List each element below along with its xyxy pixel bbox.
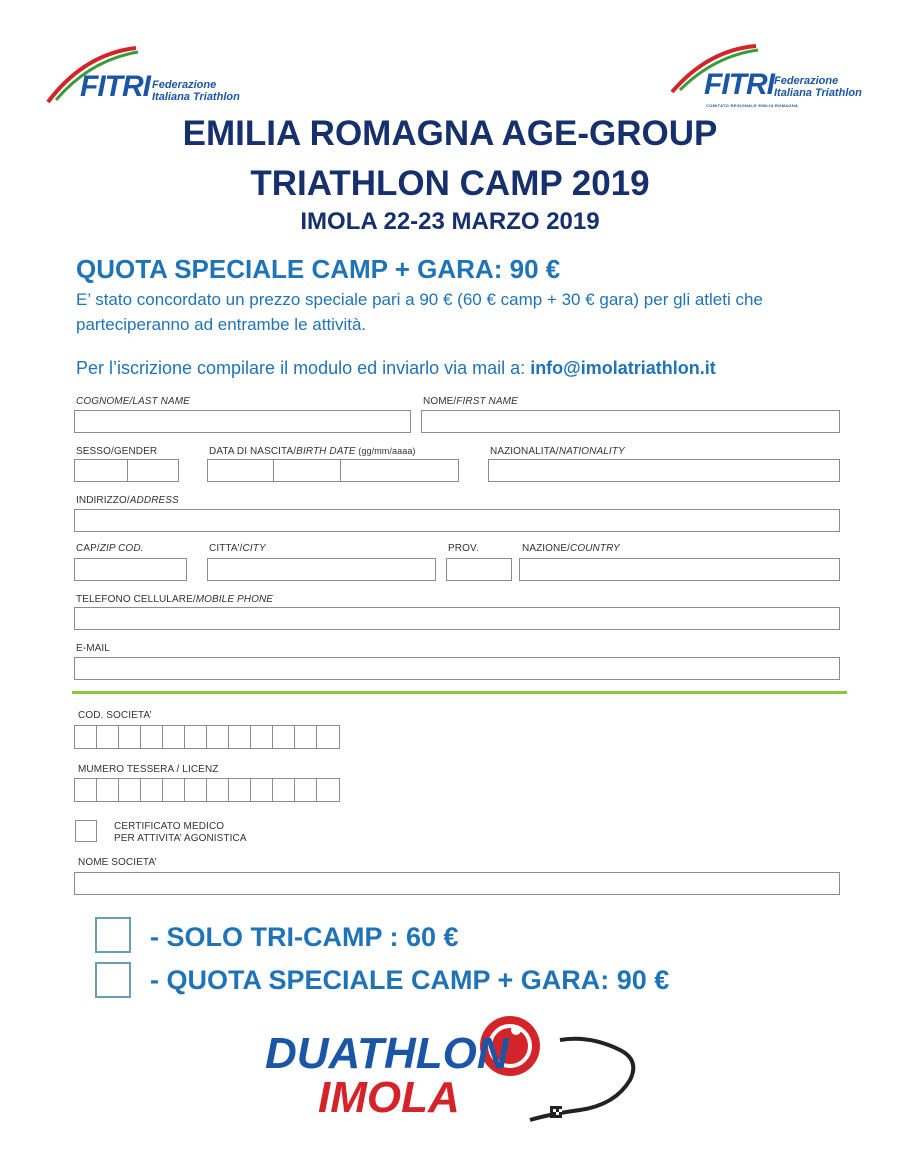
- subtitle: IMOLA 22-23 MARZO 2019: [300, 208, 600, 235]
- fitri-line1: Federazione: [152, 79, 217, 91]
- nazionalita-field[interactable]: [488, 459, 840, 482]
- indirizzo-label: INDIRIZZO/ADDRESS: [76, 495, 179, 506]
- prov-label: PROV.: [448, 543, 479, 554]
- title-line1: EMILIA ROMAGNA AGE-GROUP: [182, 114, 718, 153]
- duathlon-imola-logo-graphic: [260, 1010, 650, 1135]
- cognome-label: COGNOME/LAST NAME: [76, 396, 190, 407]
- instructions-text: Per l’iscrizione compilare il modulo ed inviarlo via mail a:: [76, 358, 531, 378]
- nazione-label: NAZIONE/COUNTRY: [522, 543, 620, 554]
- certificato-line2: PER ATTIVITA’ AGONISTICA: [114, 833, 247, 844]
- imola-word: IMOLA: [318, 1073, 460, 1122]
- sesso-f-field[interactable]: [127, 459, 179, 482]
- data-nascita-label: DATA DI NASCITA/BIRTH DATE (gg/mm/aaaa): [209, 446, 416, 457]
- nazionalita-label: NAZIONALITA/NATIONALITY: [490, 446, 625, 457]
- email-label: E-MAIL: [76, 643, 110, 654]
- title-line2: TRIATHLON CAMP 2019: [250, 164, 650, 203]
- fitri-line2: Italiana Triathlon: [152, 91, 240, 103]
- fitri-logo-right: [668, 40, 868, 110]
- fitri-brand: FITRI: [704, 68, 774, 101]
- fitri-line2: Italiana Triathlon: [774, 87, 862, 99]
- track-outline-icon: [530, 1039, 633, 1120]
- section-divider: [72, 691, 847, 694]
- duathlon-imola-logo: [260, 1010, 650, 1135]
- nome-label: NOME/FIRST NAME: [423, 396, 518, 407]
- fitri-line1: Federazione: [774, 75, 839, 87]
- tessera-label: MUMERO TESSERA / LICENZ: [78, 764, 219, 775]
- duathlon-word: DUATHLON: [265, 1029, 509, 1078]
- contact-email[interactable]: info@imolatriathlon.it: [530, 358, 716, 378]
- nome-societa-field[interactable]: [74, 872, 840, 895]
- citta-field[interactable]: [207, 558, 436, 581]
- cod-societa-field[interactable]: [74, 725, 340, 749]
- indirizzo-field[interactable]: [74, 509, 840, 532]
- cap-field[interactable]: [74, 558, 187, 581]
- telefono-field[interactable]: [74, 607, 840, 630]
- fitri-logo-left: [44, 40, 254, 110]
- birth-month-field[interactable]: [273, 459, 341, 482]
- instructions: [76, 358, 716, 379]
- cod-societa-label: COD. SOCIETA’: [78, 710, 152, 721]
- fitri-brand: FITRI: [80, 70, 150, 103]
- nome-societa-label: NOME SOCIETA’: [78, 857, 157, 868]
- telefono-label: TELEFONO CELLULARE/MOBILE PHONE: [76, 594, 274, 605]
- nazione-field[interactable]: [519, 558, 840, 581]
- option-solo-camp-checkbox[interactable]: [95, 917, 131, 953]
- option-camp-gara-checkbox[interactable]: [95, 962, 131, 998]
- email-field[interactable]: [74, 657, 840, 680]
- tessera-field[interactable]: [74, 778, 340, 802]
- birth-day-field[interactable]: [207, 459, 274, 482]
- sesso-label: SESSO/GENDER: [76, 446, 158, 457]
- fitri-line3: COMITATO REGIONALE EMILIA ROMAGNA: [706, 103, 799, 108]
- certificato-checkbox[interactable]: [75, 820, 97, 842]
- prov-field[interactable]: [446, 558, 512, 581]
- option-solo-camp-label: - SOLO TRI-CAMP : 60 €: [150, 922, 459, 952]
- cap-label: CAP/ZIP COD.: [76, 543, 144, 554]
- certificato-line1: CERTIFICATO MEDICO: [114, 821, 225, 832]
- checkered-flag-icon: [550, 1106, 562, 1118]
- birth-year-field[interactable]: [340, 459, 459, 482]
- cognome-field[interactable]: [74, 410, 411, 433]
- offer-headline: QUOTA SPECIALE CAMP + GARA: 90 €: [76, 254, 561, 284]
- nome-field[interactable]: [421, 410, 840, 433]
- sesso-m-field[interactable]: [74, 459, 128, 482]
- offer-description: E’ stato concordato un prezzo speciale pari a 90 € (60 € camp + 30 € gara) per gli atleti che parteciperanno ad entrambe le attività.: [76, 290, 763, 334]
- citta-label: CITTA'/CITY: [209, 543, 266, 554]
- option-camp-gara-label: - QUOTA SPECIALE CAMP + GARA: 90 €: [150, 965, 670, 995]
